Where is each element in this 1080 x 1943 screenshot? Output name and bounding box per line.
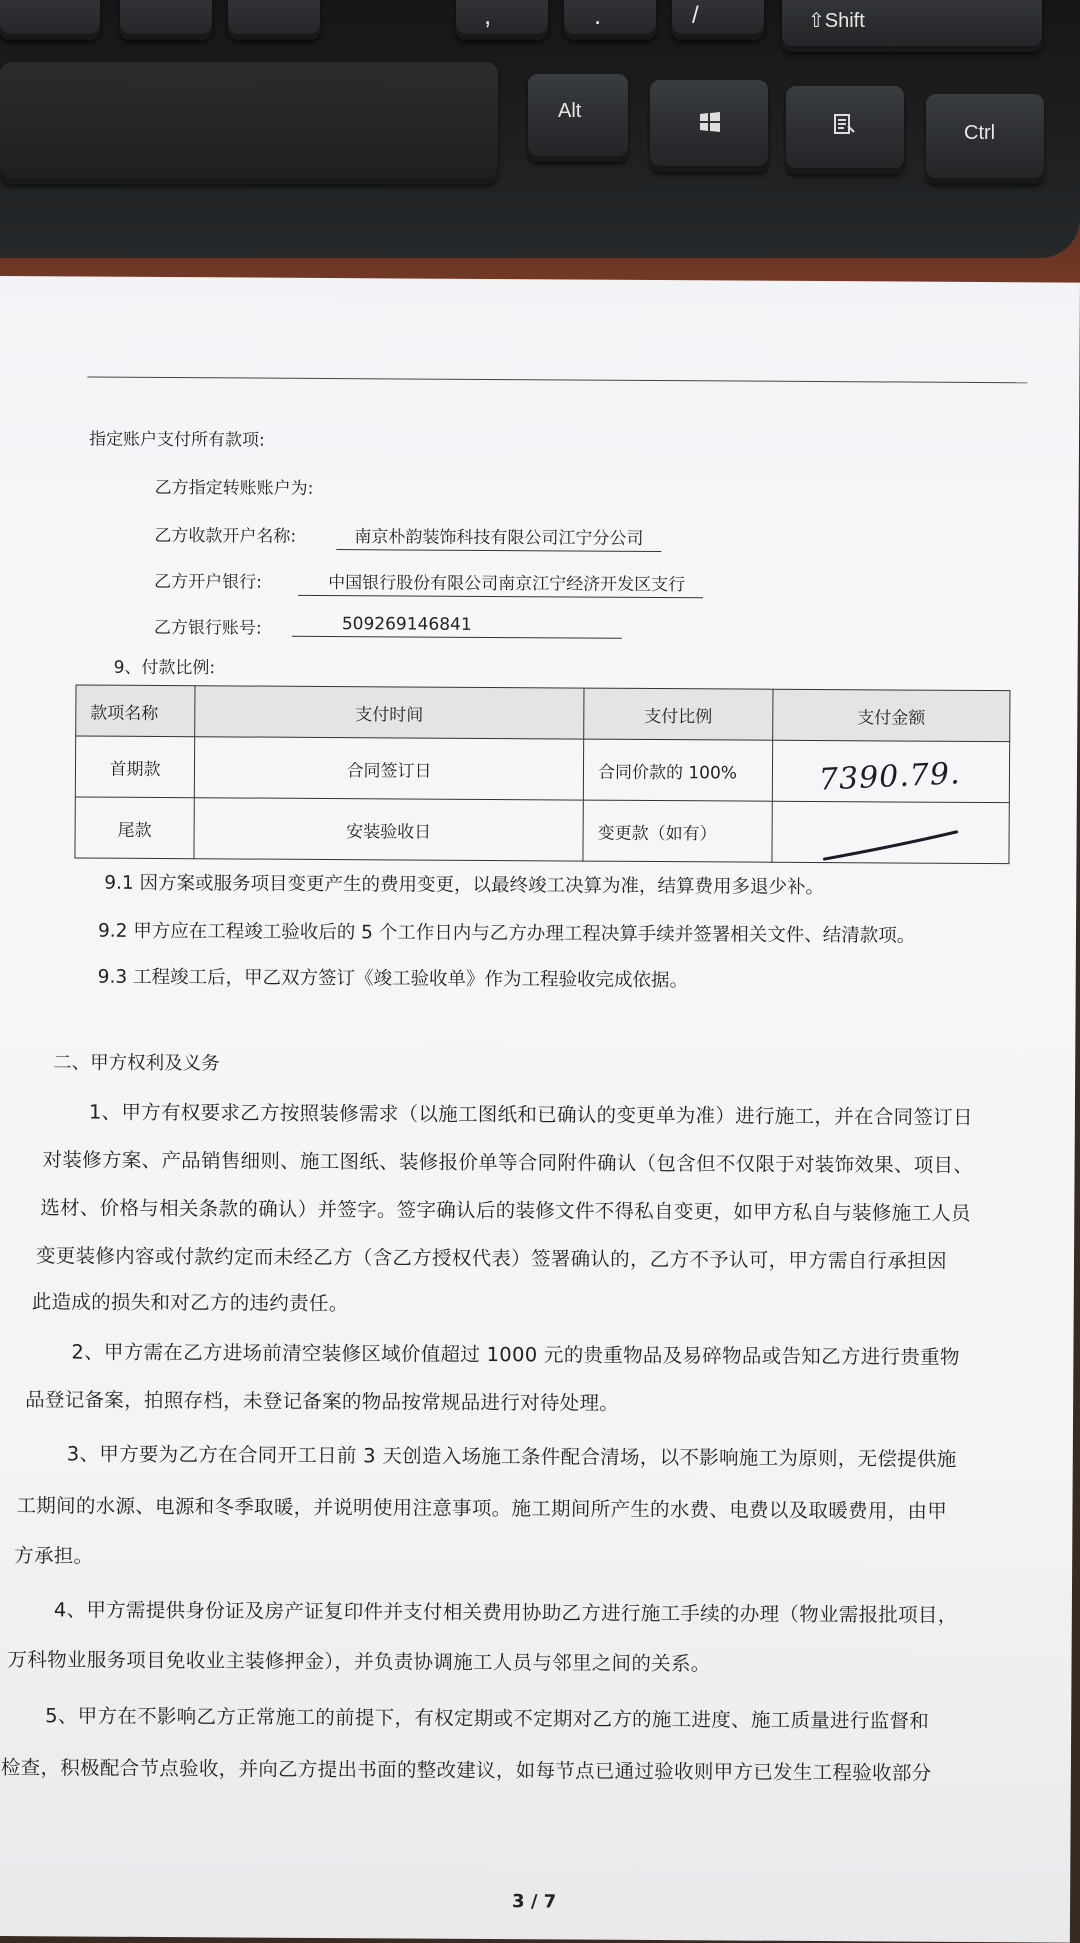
body-line: 5、甲方在不影响乙方正常施工的前提下，有权定期或不定期对乙方的施工进度、施工质量进行监督和 [45,1704,930,1733]
table-header-cell: 款项名称 [76,685,195,737]
contract-page [0,276,1080,1943]
keyboard [0,0,1080,258]
account-name-value: 南京朴韵装饰科技有限公司江宁分公司 [336,522,661,552]
body-line: 万科物业服务项目免收业主装修押金），并负责协调施工人员与邻里之间的关系。 [7,1648,711,1676]
table-cell: 合同价款的 100% [583,739,772,801]
table-cell: 安装验收日 [194,798,583,861]
body-line: 选材、价格与相关条款的确认）并签字。签字确认后的装修文件不得私自变更，如甲方私自与装修施工人员 [40,1196,971,1225]
page-number: 3 / 7 [512,1891,557,1913]
key-shift [782,0,1042,52]
body-line: 1、甲方有权要求乙方按照装修需求（以施工图纸和已确认的变更单为准）进行施工，并在合同签订日 [88,1100,973,1129]
body-line: 对装修方案、产品销售细则、施工图纸、装修报价单等合同附件确认（包含但不仅限于对装饰效果、项目、 [42,1148,974,1177]
key-alt [528,74,628,162]
body-line: 4、甲方需提供身份证及房产证复印件并支付相关费用协助乙方进行施工手续的办理（物业需报批项目， [53,1598,958,1627]
table-header-cell: 支付比例 [584,688,773,740]
clause-9-2: 9.2 甲方应在工程竣工验收后的 5 个工作日内与乙方办理工程决算手续并签署相关文件、结清款项。 [97,920,916,947]
key-slash [672,0,764,40]
handwritten-dash [816,825,966,866]
key-shift-label: ⇧Shift [808,10,865,32]
header-rule [87,377,1027,384]
body-line: 3、甲方要为乙方在合同开工日前 3 天创造入场施工条件配合清场，以不影响施工为原则，无偿提供施 [66,1442,957,1471]
section-9-title: 9、付款比例: [113,657,216,679]
key-ctrl [926,94,1044,184]
key-slash-top-label [700,0,710,1]
table-cell: 首期款 [75,736,194,798]
body-line: 品登记备案，拍照存档，未登记备案的物品按常规品进行对待处理。 [25,1388,620,1415]
key-top-2 [120,0,212,40]
table-header-row [76,685,1010,742]
bank-label: 乙方开户银行: [154,571,262,593]
account-no-value: 509269146841 [292,614,622,639]
account-title: 乙方指定转账账户为: [154,477,314,499]
account-name-label: 乙方收款开户名称: [154,525,297,547]
account-no-label: 乙方银行账号: [153,617,262,639]
key-ctrl-label: Ctrl [964,122,996,144]
key-windows [650,80,768,172]
table-cell: 变更款（如有） [583,800,772,862]
clause-9-3: 9.3 工程竣工后，甲乙双方签订《竣工验收单》作为工程验收完成依据。 [97,966,689,992]
key-comma [456,0,548,40]
clause-9-1: 9.1 因方案或服务项目变更产生的费用变更，以最终竣工决算为准，结算费用多退少补。 [104,872,825,899]
key-period [564,0,656,40]
handwritten-amount: 7390.79. [818,756,962,798]
body-line: 方承担。 [14,1544,94,1568]
key-top-3 [228,0,320,40]
key-left-space [0,62,498,184]
key-slash-bottom-label: / [692,2,699,29]
section-2-title: 二、甲方权利及义务 [53,1052,220,1075]
table-header-cell: 支付金额 [773,689,1010,741]
key-alt-label: Alt [558,100,582,122]
table-cell: 合同签订日 [194,737,583,800]
body-line: 检查，积极配合节点验收，并向乙方提出书面的整改建议，如每节点已通过验收则甲方已发生工程验收部分 [0,1756,932,1785]
table-header-cell: 支付时间 [195,686,584,739]
table-cell: 尾款 [75,797,194,859]
key-comma-label: , [484,0,492,30]
intro-text: 指定账户支付所有款项: [88,429,265,451]
body-line: 2、甲方需在乙方进场前清空装修区域价值超过 1000 元的贵重物品及易碎物品或告知乙方进行贵重物 [71,1340,960,1369]
windows-logo-icon [698,110,722,134]
body-line: 变更装修内容或付款约定而未经乙方（含乙方授权代表）签署确认的，乙方不予认可，甲方需自行承担因 [35,1244,947,1273]
menu-key-icon [832,112,856,136]
body-line: 此造成的损失和对乙方的违约责任。 [31,1290,349,1316]
key-top-left [0,0,100,40]
bank-value: 中国银行股份有限公司南京江宁经济开发区支行 [298,568,703,598]
key-menu [786,86,904,174]
body-line: 工期间的水源、电源和冬季取暖，并说明使用注意事项。施工期间所产生的水费、电费以及取暖费用，由甲 [16,1494,948,1523]
key-period-label: . [594,0,602,30]
